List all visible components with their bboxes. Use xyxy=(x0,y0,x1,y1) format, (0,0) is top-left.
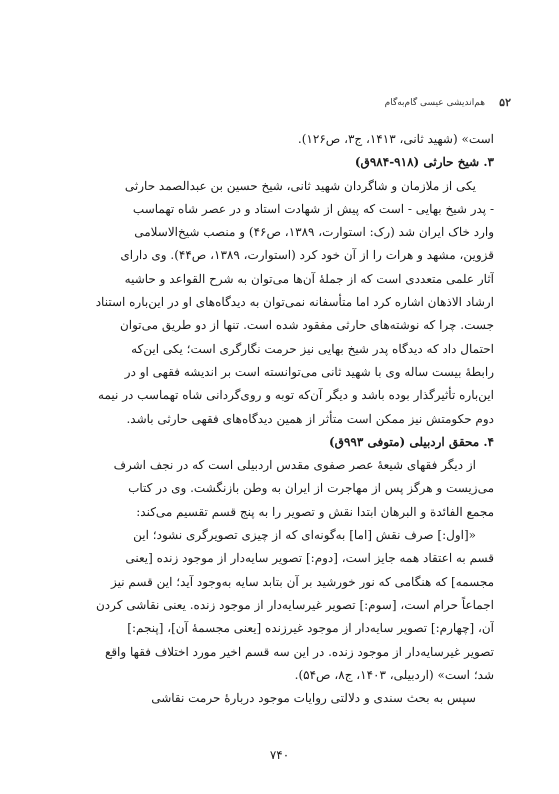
body-text xyxy=(66,128,494,710)
text-line: می‌زیست و هرگز پس از مهاجرت از ایران به وطن بازنگشت. وی در کتاب xyxy=(128,481,494,496)
text-line: «[اول:] صرف نقش [اما] به‌گونه‌ای که از چیزی تصویرگری نشود؛ این xyxy=(133,528,476,543)
text-line: این‌باره تأثیرگذار بوده باشد و دیگر آن‌که توبه و روی‌گردانی شاه تهماسب در نیمه xyxy=(98,388,494,403)
header-folio: ۵۲ xyxy=(499,96,511,109)
text-line: مجمع الفائدة و البرهان ابتدا نقش و تصویر را به پنج قسم تقسیم می‌کند: xyxy=(136,504,494,519)
text-line: مجسمه] که هنگامی که نور خورشید بر آن بتابد سایه به‌وجود آید؛ این قسم نیز xyxy=(111,574,494,589)
text-line: ارشاد الاذهان اشاره کرد اما متأسفانه نمی‌توان به دیدگاه‌های او در این‌باره استناد xyxy=(95,295,494,310)
text-line: احتمال داد که دیدگاه پدر شیخ بهایی نیز حرمت نگارگری است؛ یکی این‌که xyxy=(131,341,494,356)
running-header xyxy=(40,96,519,114)
text-line: قزوین، مشهد و هرات را از آن خود کرد (استوارت، ۱۳۸۹، ص۴۴). وی دارای xyxy=(120,248,494,263)
section-heading: ۳. شیخ حارثی (۹۱۸-۹۸۴ق) xyxy=(354,155,494,170)
text-line: وارد خاک ایران شد (رک: استوارت، ۱۳۸۹، ص۴۶) و منصب شیخ‌الاسلامی xyxy=(134,225,494,240)
section-heading: ۴. محقق اردبیلی (متوفی ۹۹۳ق) xyxy=(328,434,494,449)
text-line: دوم حکومتش نیز ممکن است متأثر از همین دیدگاه‌های فقهی حارثی باشد. xyxy=(126,411,494,426)
text-line: قسم به اعتقاد همه جایز است، [دوم:] تصویر سایه‌دار از موجود زنده [یعنی xyxy=(125,551,494,566)
text-line: اجماعاً حرام است، [سوم:] تصویر غیرسایه‌دار از موجود زنده. یعنی نقاشی کردن xyxy=(95,597,494,612)
text-line: است» (شهید ثانی، ۱۴۱۳، ج۳، ص۱۲۶). xyxy=(297,132,494,146)
running-title: هم‌اندیشی عیسی گام‌به‌گام xyxy=(384,98,485,108)
text-line: یکی از ملازمان و شاگردان شهید ثانی، شیخ حسین بن عبدالصمد حارثی xyxy=(124,178,476,193)
text-line: از دیگر فقهای شیعهٔ عصر صفوی مقدس اردبیلی است که در نجف اشرف xyxy=(113,458,476,473)
text-line: آن، [چهارم:] تصویر سایه‌دار از موجود غیرزنده [یعنی مجسمهٔ آن]، [پنجم:] xyxy=(127,621,494,636)
text-line: سپس به بحث سندی و دلالتی روایات موجود دربارهٔ حرمت نقاشی xyxy=(151,691,476,706)
text-line: جست. چرا که نوشته‌های حارثی مفقود شده است. تنها از دو طریق می‌توان xyxy=(119,318,494,333)
text-line: آثار علمی متعددی است که از جملهٔ آن‌ها می‌توان به شرح القواعد و حاشیه xyxy=(124,271,494,286)
text-line: رابطهٔ بیست ساله وی با شهید ثانی می‌توانسته است بر اندیشه فقهی او در xyxy=(124,364,494,379)
text-line: شد؛ است» (اردبیلی، ۱۴۰۳، ج۸، ص۵۴). xyxy=(294,667,494,682)
text-line: تصویر غیرسایه‌دار از موجود زنده. در این سه قسم اخیر مورد اختلاف فقها واقع xyxy=(104,644,494,659)
page-number: ۷۴۰ xyxy=(269,748,290,762)
text-line: - پدر شیخ بهایی - است که پیش از شهادت استاد و در عصر شاه تهماسب xyxy=(132,201,494,216)
